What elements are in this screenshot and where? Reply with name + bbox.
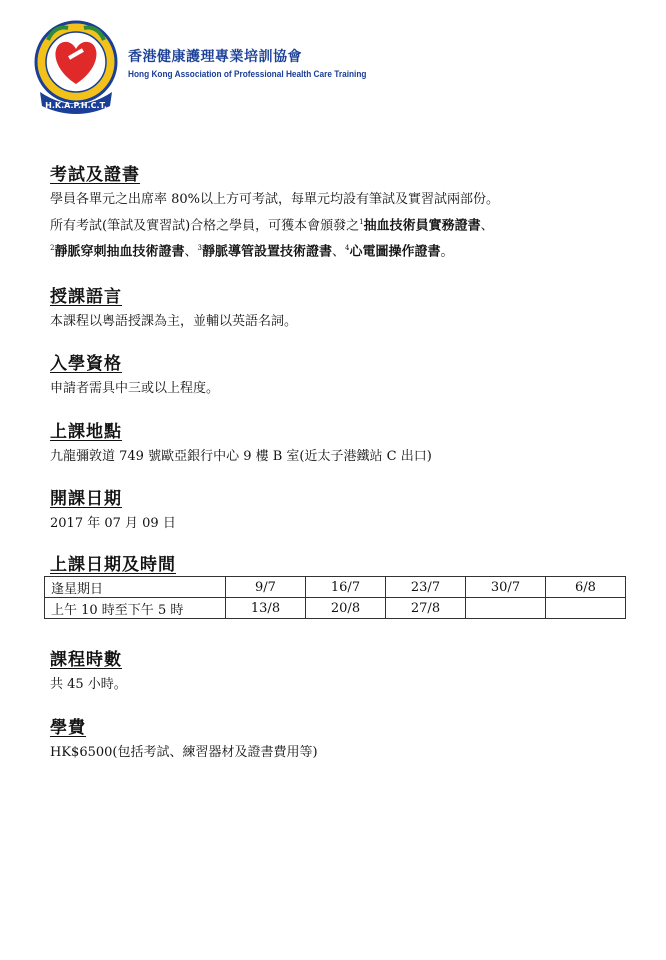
- hours-section: [50, 645, 646, 696]
- schedule-cell: 27/8: [386, 598, 466, 619]
- cert2: 靜脈穿刺抽血技術證書: [54, 244, 185, 260]
- start-text: 2017 年 07 月 09 日: [50, 516, 176, 531]
- admission-text: 申請者需具中三或以上程度。: [50, 381, 220, 396]
- schedule-heading: 上課日期及時間: [50, 555, 176, 575]
- schedule-row: [45, 598, 626, 619]
- cert1: 抽血技術員實務證書: [363, 218, 481, 234]
- schedule-cell: 16/7: [306, 577, 386, 598]
- language-heading: 授課語言: [50, 287, 122, 307]
- association-logo: [30, 12, 122, 120]
- admission-section: [50, 349, 646, 400]
- schedule-cell: 9/7: [226, 577, 306, 598]
- schedule-section: [50, 550, 646, 579]
- fee-heading: 學費: [50, 718, 86, 738]
- exam-section: [50, 160, 646, 264]
- schedule-row: [45, 577, 626, 598]
- sep1: 、: [480, 218, 494, 234]
- schedule-cell: 30/7: [466, 577, 546, 598]
- sep2: 、: [184, 244, 198, 260]
- schedule-row1-label: 逢星期日: [45, 577, 226, 598]
- schedule-row2-label: 上午 10 時至下午 5 時: [45, 598, 226, 619]
- start-heading: 開課日期: [50, 489, 122, 509]
- exam-end: 。: [440, 244, 454, 260]
- schedule-cell: 13/8: [226, 598, 306, 619]
- org-name-zh: 香港健康護理專業培訓協會: [128, 49, 302, 65]
- cert2-num: 2: [50, 244, 55, 253]
- schedule-table: [44, 576, 626, 619]
- schedule-cell: [546, 598, 626, 619]
- org-name: [128, 46, 387, 79]
- cert4-num: 4: [345, 244, 350, 253]
- exam-line3: [50, 237, 646, 263]
- venue-text: 九龍彌敦道 749 號歐亞銀行中心 9 樓 B 室(近太子港鐵站 C 出口): [50, 449, 432, 464]
- language-text: 本課程以粵語授課為主，並輔以英語名詞。: [50, 314, 298, 329]
- venue-section: [50, 417, 646, 468]
- schedule-cell: 23/7: [386, 577, 466, 598]
- exam-line2-prefix: 所有考試(筆試及實習試)合格之學員，可獲本會頒發之: [50, 218, 360, 234]
- cert1-num: 1: [359, 218, 364, 226]
- exam-line1: 學員各單元之出席率 80%以上方可考試，每單元均設有筆試及實習試兩部份。: [50, 192, 500, 207]
- start-section: [50, 484, 646, 535]
- exam-line2: [50, 211, 646, 237]
- cert3-num: 3: [197, 244, 202, 253]
- sep3: 、: [331, 244, 345, 260]
- cert3: 靜脈導管設置技術證書: [201, 244, 332, 260]
- exam-heading: 考試及證書: [50, 165, 140, 185]
- fee-section: [50, 713, 646, 764]
- hours-text: 共 45 小時。: [50, 677, 127, 692]
- logo-banner-text: H.K.A.P.H.C.T.: [45, 101, 107, 110]
- venue-heading: 上課地點: [50, 422, 122, 442]
- cert4: 心電圖操作證書: [349, 244, 441, 260]
- schedule-cell: 20/8: [306, 598, 386, 619]
- hours-heading: 課程時數: [50, 650, 122, 670]
- fee-text: HK$6500(包括考試、練習器材及證書費用等): [50, 745, 318, 760]
- language-section: [50, 282, 646, 333]
- schedule-cell: 6/8: [546, 577, 626, 598]
- admission-heading: 入學資格: [50, 354, 122, 374]
- schedule-cell: [466, 598, 546, 619]
- org-name-en: Hong Kong Association of Professional Health Care Training: [128, 69, 367, 79]
